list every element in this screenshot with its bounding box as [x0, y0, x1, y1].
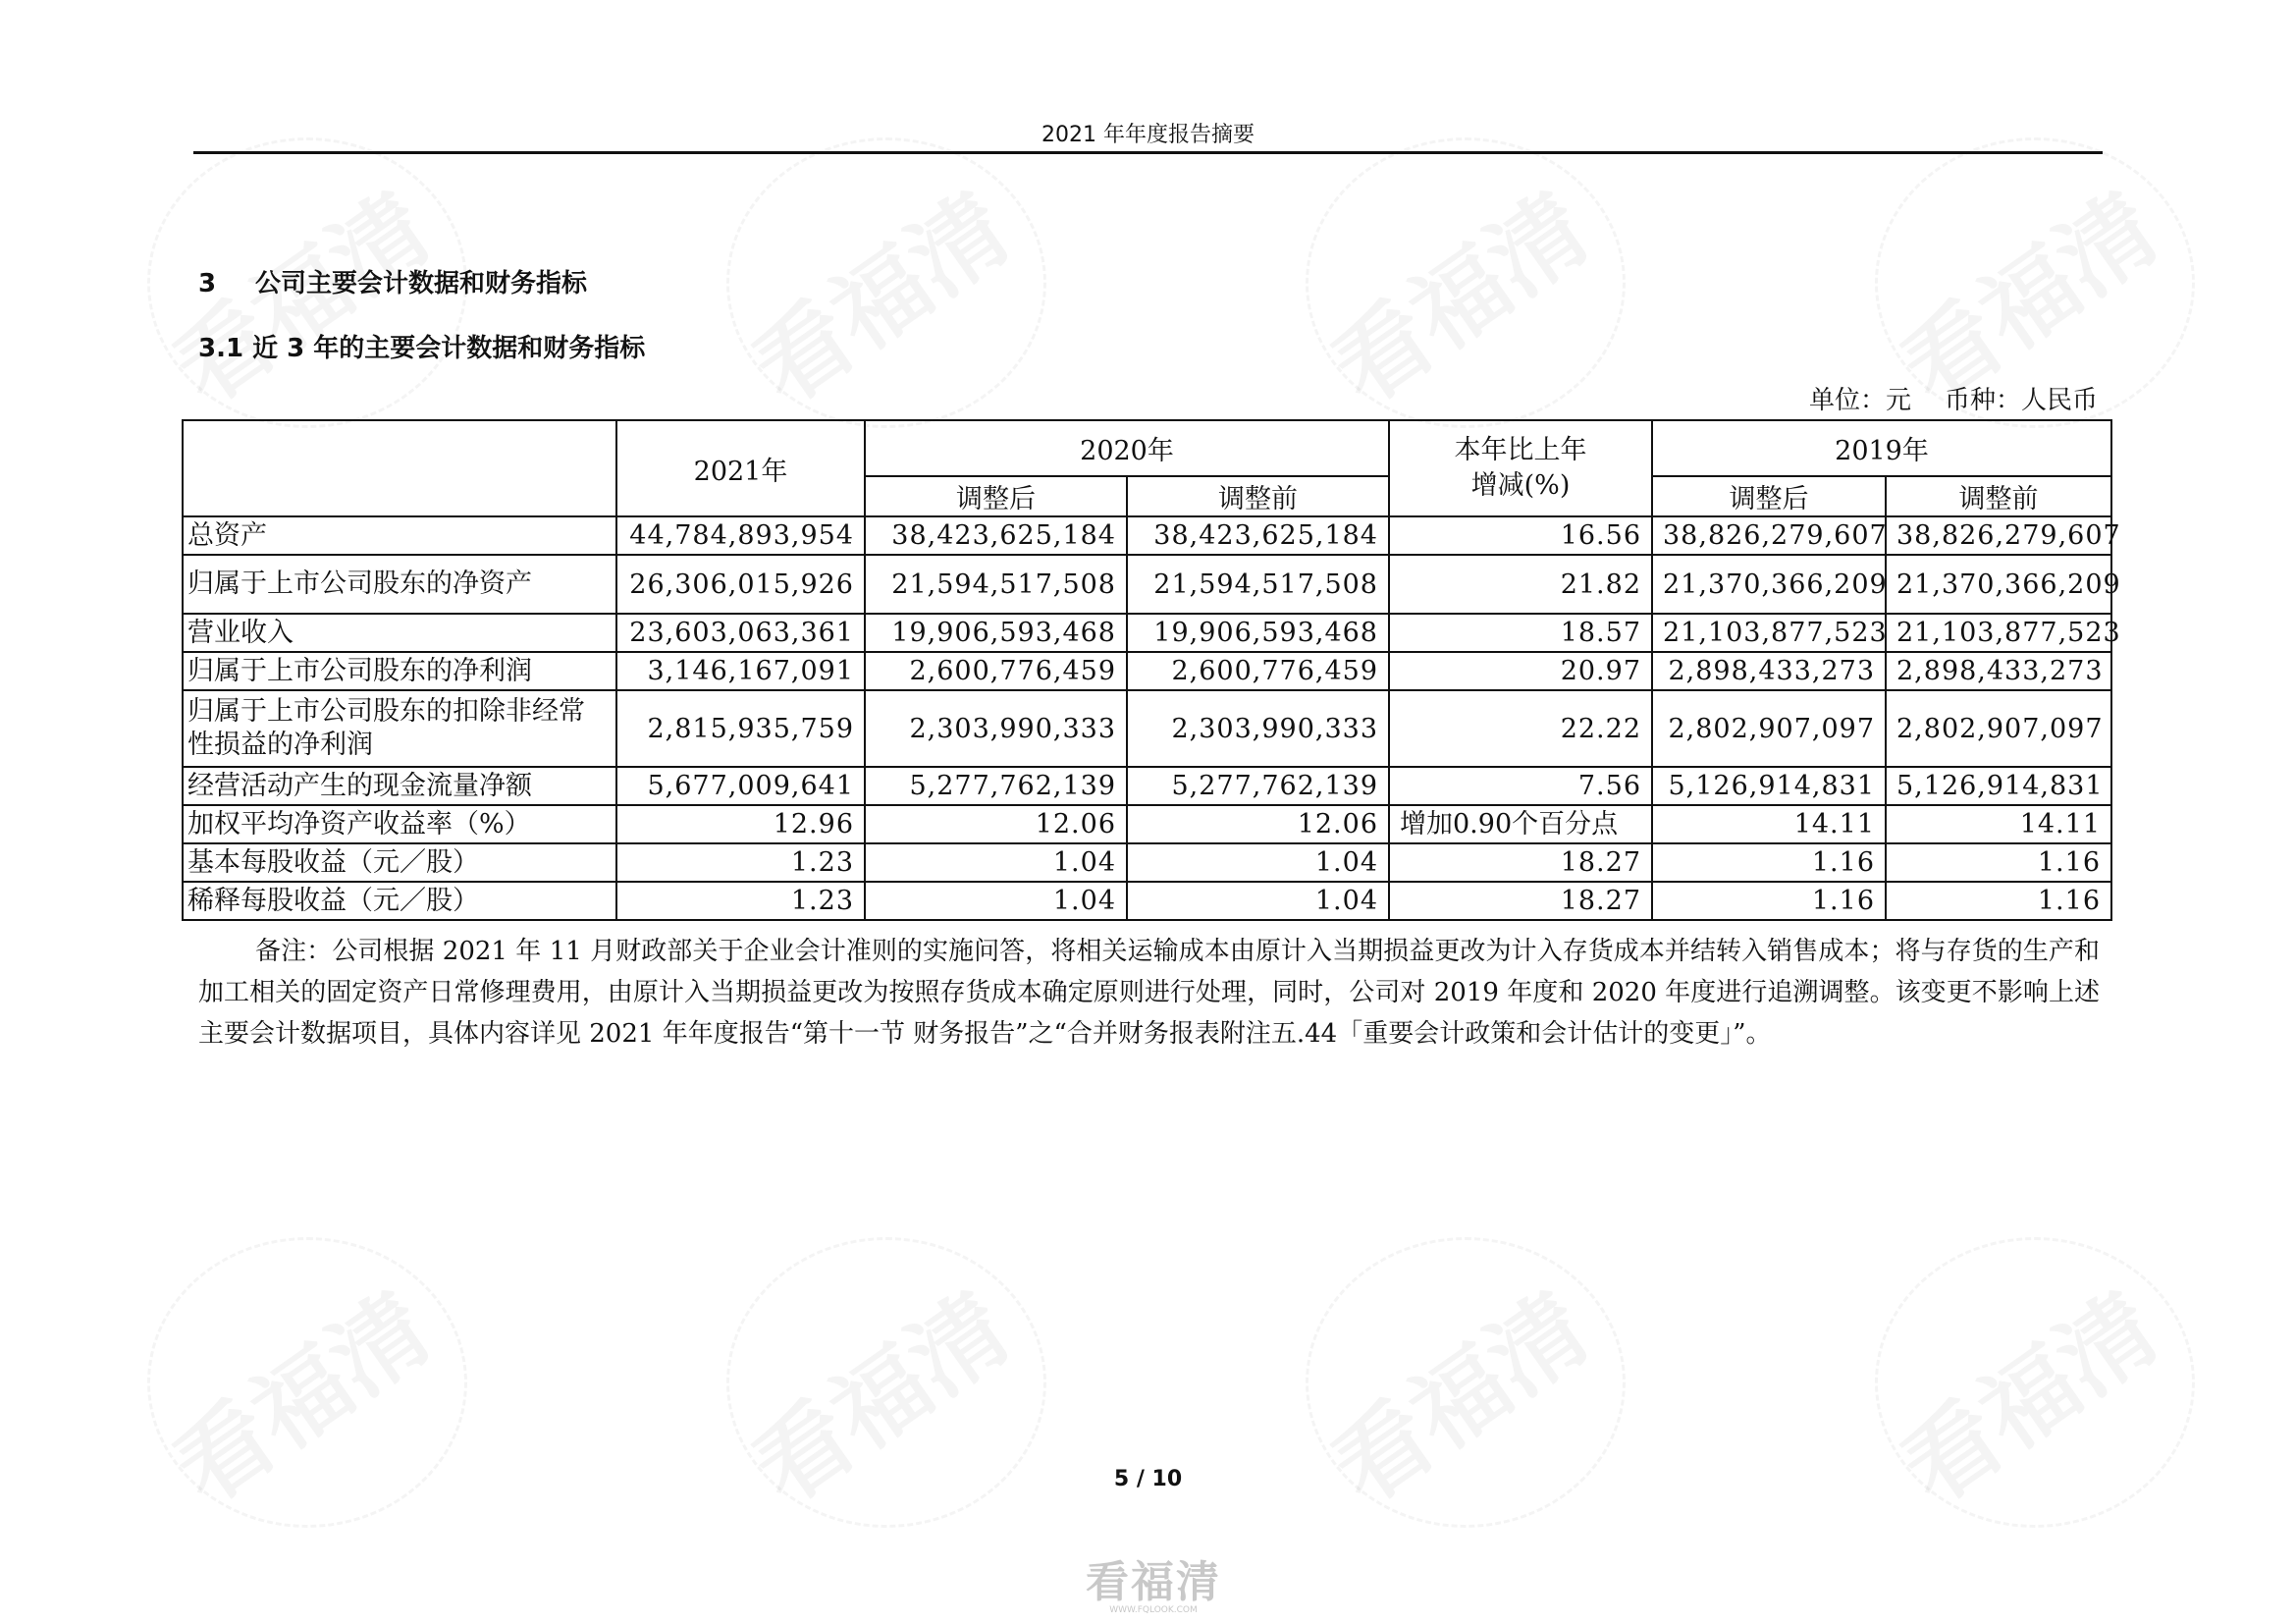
value-2019-after: 21,103,877,523 [1652, 614, 1886, 652]
value-2019-after: 1.16 [1652, 843, 1886, 882]
watermark [137, 1296, 471, 1463]
table-row [183, 690, 2111, 767]
value-change: 7.56 [1389, 767, 1652, 805]
row-label: 稀释每股收益（元／股） [183, 882, 616, 920]
value-2020-after: 2,600,776,459 [865, 652, 1127, 690]
value-change: 18.57 [1389, 614, 1652, 652]
header-2019: 2019年 [1652, 420, 2111, 476]
table-row [183, 843, 2111, 882]
row-label: 归属于上市公司股东的净资产 [183, 555, 616, 614]
value-2019-before: 2,898,433,273 [1886, 652, 2111, 690]
logo-text: 看福清 [1086, 1557, 1221, 1607]
value-2019-after: 14.11 [1652, 805, 1886, 843]
value-2019-after: 1.16 [1652, 882, 1886, 920]
table-row [183, 767, 2111, 805]
value-2021: 5,677,009,641 [616, 767, 865, 805]
value-change: 16.56 [1389, 516, 1652, 555]
value-2021: 2,815,935,759 [616, 690, 865, 767]
header-2020-adjusted-before: 调整前 [1127, 476, 1389, 516]
value-2019-after: 5,126,914,831 [1652, 767, 1886, 805]
value-2020-after: 21,594,517,508 [865, 555, 1127, 614]
value-2019-before: 1.16 [1886, 882, 2111, 920]
footer-logo [1080, 1546, 1227, 1615]
watermark [717, 1296, 1050, 1463]
value-2021: 26,306,015,926 [616, 555, 865, 614]
section-heading [198, 263, 587, 299]
header-rule [193, 151, 2103, 154]
table-row [183, 614, 2111, 652]
value-2020-after: 19,906,593,468 [865, 614, 1127, 652]
header-2020: 2020年 [865, 420, 1389, 476]
table-row [183, 882, 2111, 920]
value-2020-before: 2,303,990,333 [1127, 690, 1389, 767]
currency-label: 币种：人民币 [1944, 386, 2098, 415]
table-row [183, 805, 2111, 843]
value-2021: 12.96 [616, 805, 865, 843]
watermark [1865, 1296, 2199, 1463]
header-change: 本年比上年 增减(%) [1389, 420, 1652, 516]
watermark [1865, 196, 2199, 363]
value-2021: 44,784,893,954 [616, 516, 865, 555]
value-2019-after: 21,370,366,209 [1652, 555, 1886, 614]
row-label: 归属于上市公司股东的扣除非经常性损益的净利润 [183, 690, 616, 767]
value-2021: 1.23 [616, 882, 865, 920]
table-row [183, 516, 2111, 555]
value-2020-before: 1.04 [1127, 882, 1389, 920]
value-2019-before: 21,370,366,209 [1886, 555, 2111, 614]
value-2020-after: 1.04 [865, 843, 1127, 882]
value-2019-before: 21,103,877,523 [1886, 614, 2111, 652]
table-note: 备注：公司根据 2021 年 11 月财政部关于企业会计准则的实施问答，将相关运输成本由原计入当期损益更改为计入存货成本并结转入销售成本；将与存货的生产和加工相关的固定资产日常修理费用，由原计入当期损益更改为按照存货成本确定原则进行处理，同时，公司对 2019 年度和 2020 年度进行追溯调整。该变更不影响上述主要会计数据项目，具体内容详见 2021 年年度报告“第十一节 财务报告”之“合并财务报表附注五.44「重要会计政策和会计估计的变更」”。 [198, 937, 2100, 1049]
row-label: 归属于上市公司股东的净利润 [183, 652, 616, 690]
value-2020-before: 38,423,625,184 [1127, 516, 1389, 555]
header-2021: 2021年 [616, 420, 865, 516]
header-item-cell [183, 420, 616, 516]
value-2019-after: 38,826,279,607 [1652, 516, 1886, 555]
value-2019-before: 14.11 [1886, 805, 2111, 843]
page-header: 2021 年年度报告摘要 [1041, 123, 1255, 147]
value-2020-before: 12.06 [1127, 805, 1389, 843]
section-title: 公司主要会计数据和财务指标 [255, 269, 588, 298]
value-2019-before: 2,802,907,097 [1886, 690, 2111, 767]
value-2019-before: 5,126,914,831 [1886, 767, 2111, 805]
value-2020-after: 12.06 [865, 805, 1127, 843]
value-2019-before: 1.16 [1886, 843, 2111, 882]
value-change: 18.27 [1389, 843, 1652, 882]
header-2019-adjusted-after: 调整后 [1652, 476, 1886, 516]
table-row [183, 652, 2111, 690]
value-2020-before: 1.04 [1127, 843, 1389, 882]
value-2020-before: 19,906,593,468 [1127, 614, 1389, 652]
value-2019-before: 38,826,279,607 [1886, 516, 2111, 555]
unit-line [1809, 380, 2098, 416]
value-change: 增加0.90个百分点 [1389, 805, 1652, 843]
header-2020-adjusted-after: 调整后 [865, 476, 1127, 516]
value-2020-before: 2,600,776,459 [1127, 652, 1389, 690]
logo-url: WWW.FQLOOK.COM [1109, 1605, 1198, 1615]
value-2019-after: 2,898,433,273 [1652, 652, 1886, 690]
row-label: 经营活动产生的现金流量净额 [183, 767, 616, 805]
page-number: 5 / 10 [1113, 1467, 1183, 1491]
header-2019-adjusted-before: 调整前 [1886, 476, 2111, 516]
row-label: 总资产 [183, 516, 616, 555]
watermark [1296, 1296, 1629, 1463]
subsection-heading: 3.1 近 3 年的主要会计数据和财务指标 [198, 334, 646, 363]
table-row [183, 555, 2111, 614]
value-2019-after: 2,802,907,097 [1652, 690, 1886, 767]
section-number: 3 [198, 269, 217, 298]
value-change: 22.22 [1389, 690, 1652, 767]
row-label: 基本每股收益（元／股） [183, 843, 616, 882]
value-2020-before: 21,594,517,508 [1127, 555, 1389, 614]
value-2021: 23,603,063,361 [616, 614, 865, 652]
value-change: 18.27 [1389, 882, 1652, 920]
value-2020-after: 38,423,625,184 [865, 516, 1127, 555]
value-change: 21.82 [1389, 555, 1652, 614]
value-change: 20.97 [1389, 652, 1652, 690]
table-header-row [183, 420, 2111, 476]
value-2021: 3,146,167,091 [616, 652, 865, 690]
unit-label: 单位：元 [1808, 386, 1911, 415]
value-2020-before: 5,277,762,139 [1127, 767, 1389, 805]
row-label: 加权平均净资产收益率（%） [183, 805, 616, 843]
watermark [1296, 196, 1629, 363]
row-label: 营业收入 [183, 614, 616, 652]
watermark [717, 196, 1050, 363]
value-2020-after: 2,303,990,333 [865, 690, 1127, 767]
value-2020-after: 1.04 [865, 882, 1127, 920]
value-2021: 1.23 [616, 843, 865, 882]
financial-table [182, 419, 2121, 921]
value-2020-after: 5,277,762,139 [865, 767, 1127, 805]
